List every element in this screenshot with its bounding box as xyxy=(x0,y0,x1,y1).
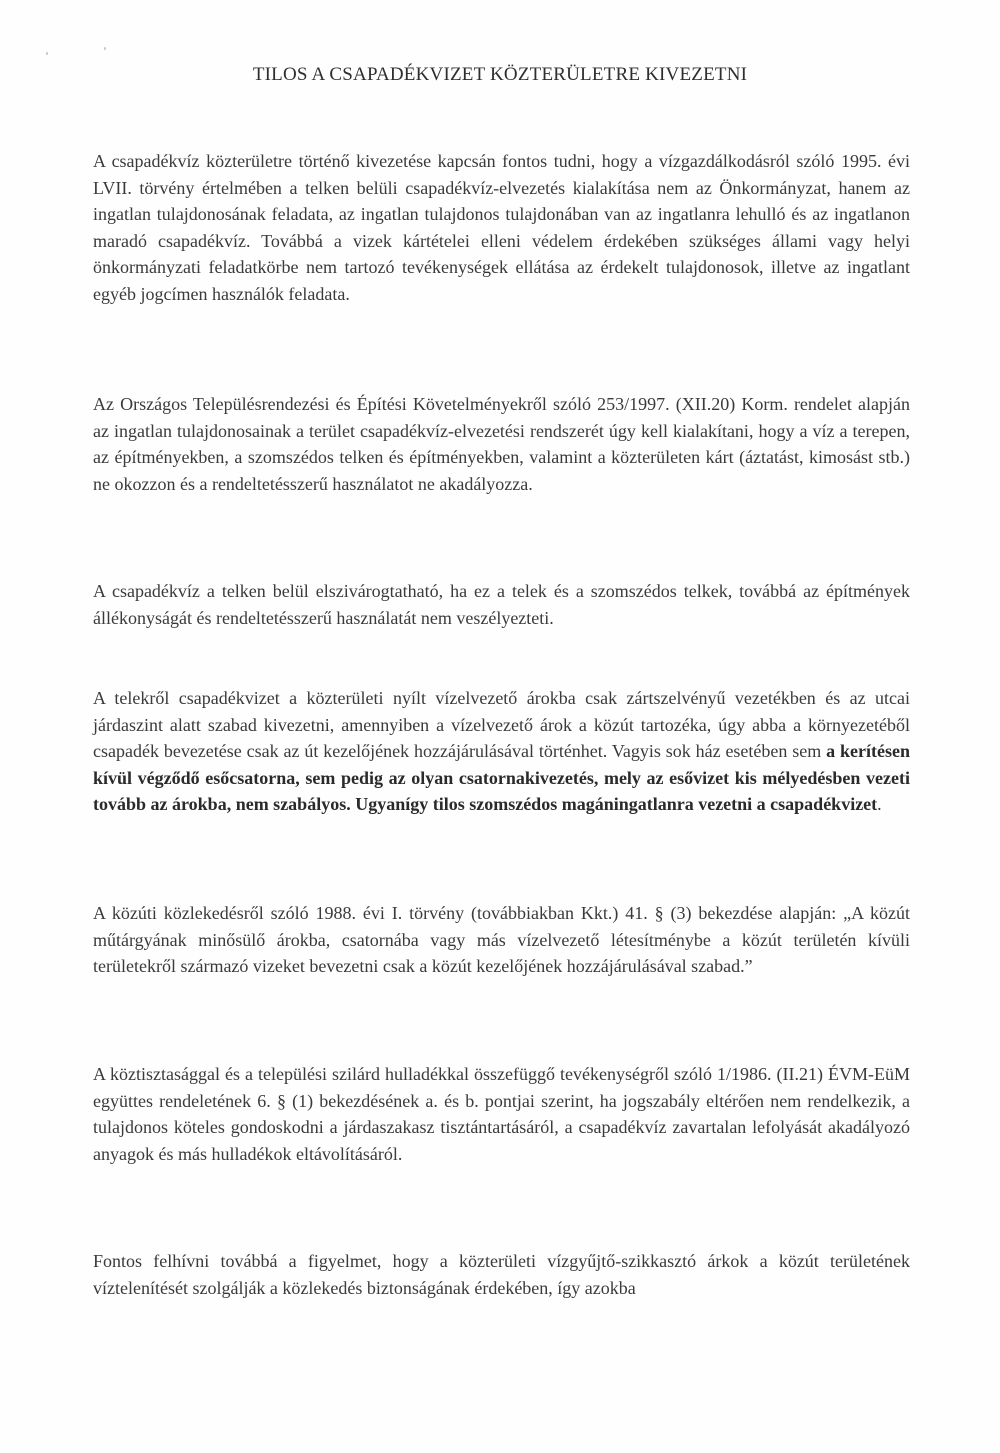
text-segment: A közúti közlekedésről szóló 1988. évi I. törvény (továbbiakban Kkt.) 41. § (3) bekezdése alapján: „A közút műtárgyának minősülő árokba, csatornába vagy más vízelvezető létesítménybe a közút területén kívüli területekről származó vizeket bevezetni csak a közút kezelőjének hozzájárulásával szabad.” xyxy=(93,903,910,976)
paragraph xyxy=(93,1248,910,1301)
document-title: TILOS A CSAPADÉKVIZET KÖZTERÜLETRE KIVEZETNI xyxy=(252,64,748,85)
paragraph xyxy=(93,685,910,818)
paragraph xyxy=(93,148,910,307)
text-segment: . xyxy=(877,794,882,814)
text-segment: A csapadékvíz közterületre történő kivezetése kapcsán fontos tudni, hogy a vízgazdálkodásról szóló 1995. évi LVII. törvény értelmében a telken belüli csapadékvíz-elvezetés kialakítása nem az Önkormányzat, hanem az ingatlan tulajdonosának feladata, az ingatlan tulajdonos tulajdonában van az ingatlanra lehulló és az ingatlanon maradó csapadékvíz. Továbbá a vizek kártételei elleni védelem érdekében szükséges állami vagy helyi önkormányzati feladatkörbe nem tartozó tevékenységek ellátása az érdekelt tulajdonosok, illetve az ingatlant egyéb jogcímen használók feladata. xyxy=(93,151,910,304)
paragraph xyxy=(93,391,910,497)
text-segment: A köztisztasággal és a települési szilárd hulladékkal összefüggő tevékenységről szóló 1/1986. (II.21) ÉVM-EüM együttes rendeletének 6. § (1) bekezdésének a. és b. pontjai szerint, ha jogszabály eltérően nem rendelkezik, a tulajdonos köteles gondoskodni a járdaszakasz tisztántartásáról, a csapadékvíz zavartalan lefolyását akadályozó anyagok és más hulladékok eltávolításáról. xyxy=(93,1064,910,1164)
paragraph xyxy=(93,1061,910,1167)
text-segment: Az Országos Településrendezési és Építési Követelményekről szóló 253/1997. (XII.20) Korm. rendelet alapján az ingatlan tulajdonosainak a terület csapadékvíz-elvezetési rendszerét úgy kell kialakítani, hogy a víz a terepen, az építményekben, a szomszédos telken és építményekben, valamint a közterületen kárt (áztatást, kimosást stb.) ne okozzon és a rendeltetésszerű használatot ne akadályozza. xyxy=(93,394,910,494)
bold-text-segment: a kerítésen kívül végződő esőcsatorna, sem pedig az olyan csatornakivezetés, mely az esővizet kis mélyedésben vezeti tovább az árokba, nem szabályos. Ugyanígy tilos szomszédos magáningatlanra vezetni a csapadékvizet xyxy=(93,741,910,814)
text-segment: Fontos felhívni továbbá a figyelmet, hogy a közterületi vízgyűjtő-szikkasztó árkok a közút területének víztelenítését szolgálják a közlekedés biztonságának érdekében, így azokba xyxy=(93,1251,910,1298)
paragraph xyxy=(93,578,910,631)
text-segment: A telekről csapadékvizet a közterületi nyílt vízelvezető árokba csak zártszelvényű vezetékben és az utcai járdaszint alatt szabad kivezetni, amennyiben a vízelvezető árok a közút tartozéka, úgy abba a környezetéből csapadék bevezetése csak az út kezelőjének hozzájárulásával történhet. Vagyis sok ház esetében sem xyxy=(93,688,910,761)
paragraph xyxy=(93,900,910,980)
scan-speck xyxy=(104,47,106,50)
scan-speck xyxy=(46,52,48,55)
text-segment: A csapadékvíz a telken belül elszivárogtatható, ha ez a telek és a szomszédos telkek, továbbá az építmények állékonyságát és rendeltetésszerű használatát nem veszélyezteti. xyxy=(93,581,910,628)
